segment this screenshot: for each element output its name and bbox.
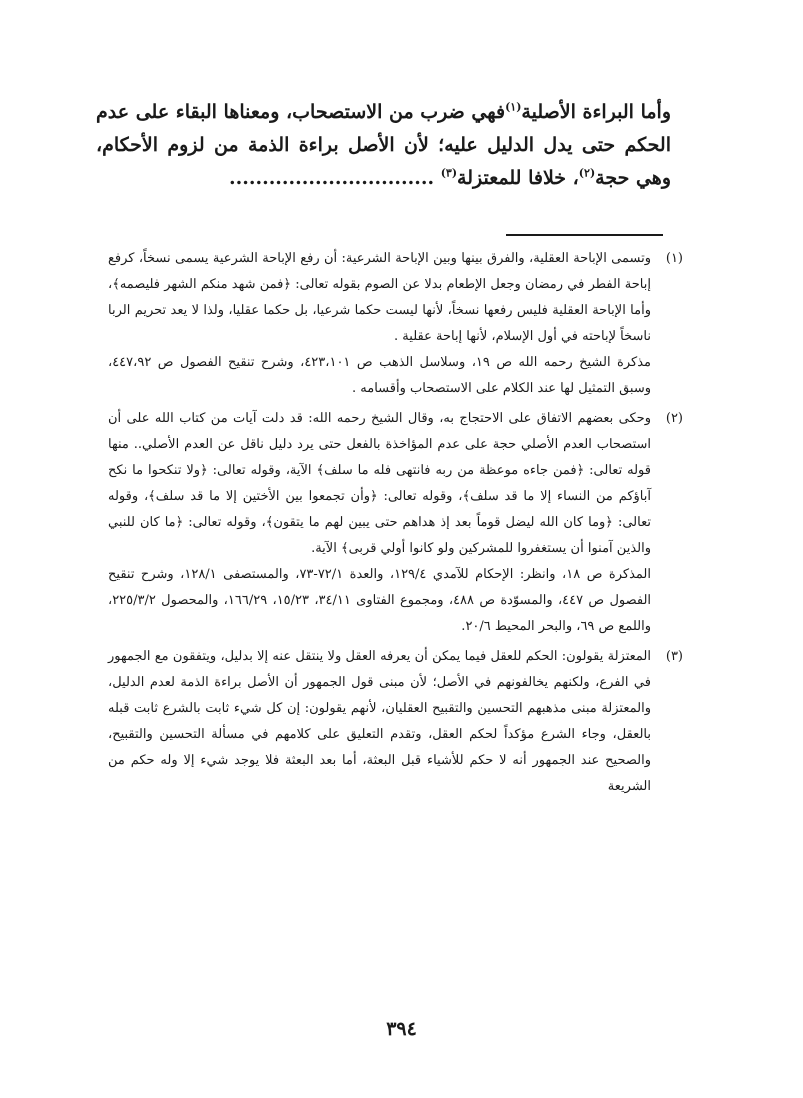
footnote-marker: (٣) — [440, 166, 458, 180]
footnote-2 — [108, 406, 683, 640]
footnote-paragraph: المذكرة ص ١٨، وانظر: الإحكام للآمدي ١٢٩/٤، والعدة ٧٢/١-٧٣، والمستصفى ١٢٨/١، وشرح تنقيح الفصول ص ٤٤٧، والمسوّدة ص ٤٨٨، ومجموع الفتاوى ٣٤/١١، ١٥/٢٣، ١٦٦/٢٩، والمحصول ٢٢٥/٣/٢، واللمع ص ٦٩، والبحر المحيط ٢٠/٦. — [108, 567, 652, 634]
main-text — [96, 96, 671, 195]
main-text-segment: فهي ضرب من الاستصحاب، ومعناها البقاء على عدم الحكم حتى يدل الدليل عليه؛ لأن الأصل براءة الذمة من لزوم الأحكام، وهي حجة — [96, 101, 671, 189]
footnote-separator — [506, 234, 663, 236]
footnote-3 — [108, 644, 683, 800]
footnote-number: (١) — [665, 251, 683, 266]
main-text-segment: وأما البراءة الأصلية — [521, 101, 672, 123]
footnote-paragraph: مذكرة الشيخ رحمه الله ص ١٩، وسلاسل الذهب ص ٤٢٣،١٠١، وشرح تنقيح الفصول ص ٤٤٧،٩٢، وسبق التمثيل لها عند الكلام على الاستصحاب وأقسامه . — [108, 355, 652, 396]
footnotes — [108, 246, 683, 804]
footnote-marker: (١) — [505, 100, 522, 114]
main-text-segment: ، خلافا للمعتزلة — [457, 167, 579, 189]
footnote-paragraph: وتسمى الإباحة العقلية، والفرق بينها وبين الإباحة الشرعية: أن رفع الإباحة الشرعية يسمى نسخاً، كرفع إباحة الفطر في رمضان وجعل الإطعام بدلا عن الصوم بقوله تعالى: ﴿فمن شهد منكم الشهر فليصمه﴾، وأما الإباحة العقلية فليس رفعها نسخاً، لأنها ليست حكما شرعيا، بل حكما عقليا، ولذا لا يعد تحريم الربا ناسخاً لإباحته في أول الإسلام، لأنها إباحة عقلية . — [108, 251, 651, 344]
footnote-paragraph: وحكى بعضهم الاتفاق على الاحتجاج به، وقال الشيخ رحمه الله: قد دلت آيات من كتاب الله على أن استصحاب العدم الأصلي حجة على عدم المؤاخذة بالفعل حتى يرد دليل ناقل عن العدم الأصلي.. منها قوله تعالى: ﴿فمن جاءه موعظة من ربه فانتهى فله ما سلف﴾ الآية، وقوله تعالى: ﴿ولا تنكحوا ما نكح آباؤكم من النساء إلا ما قد سلف﴾، وقوله تعالى: ﴿وأن تجمعوا بين الأختين إلا ما قد سلف﴾، وقوله تعالى: ﴿وما كان الله ليضل قوماً بعد إذ هداهم حتى يبين لهم ما يتقون﴾، وقوله تعالى: ﴿ما كان للنبي والذين آمنوا أن يستغفروا للمشركين ولو كانوا أولي قربى﴾ الآية. — [108, 411, 651, 556]
footnote-marker: (٢) — [578, 166, 596, 180]
main-paragraph — [96, 96, 671, 195]
page-number: ٣٩٤ — [386, 1018, 417, 1040]
footnote-paragraph: المعتزلة يقولون: الحكم للعقل فيما يمكن أن يعرفه العقل ولا ينتقل عنه إلا بدليل، ويتفقون مع الجمهور في الفرع، ولكنهم يخالفونهم في الأصل؛ لأن مبنى قول الجمهور أن الأصل براءة الذمة لعدم الدليل، والمعتزلة مبنى مذهبهم التحسين والتقبيح العقليان، لأنهم يقولون: إن كل شيء ثابت بالشرع ثابت قبله بالعقل، وجاء الشرع مؤكداً لحكم العقل، وتقدم التعليق على كلامهم في مسألة التحسين والتقبيح، والصحيح عند الجمهور أنه لا حكم للأشياء قبل البعثة، أما بعد البعثة فلا يوجد شيء إلا وله حكم من الشريعة — [108, 649, 651, 794]
footnote-1 — [108, 246, 683, 402]
footnote-number: (٢) — [665, 411, 683, 426]
dotted-leader: ............................... — [229, 167, 435, 189]
footnote-number: (٣) — [665, 649, 683, 664]
